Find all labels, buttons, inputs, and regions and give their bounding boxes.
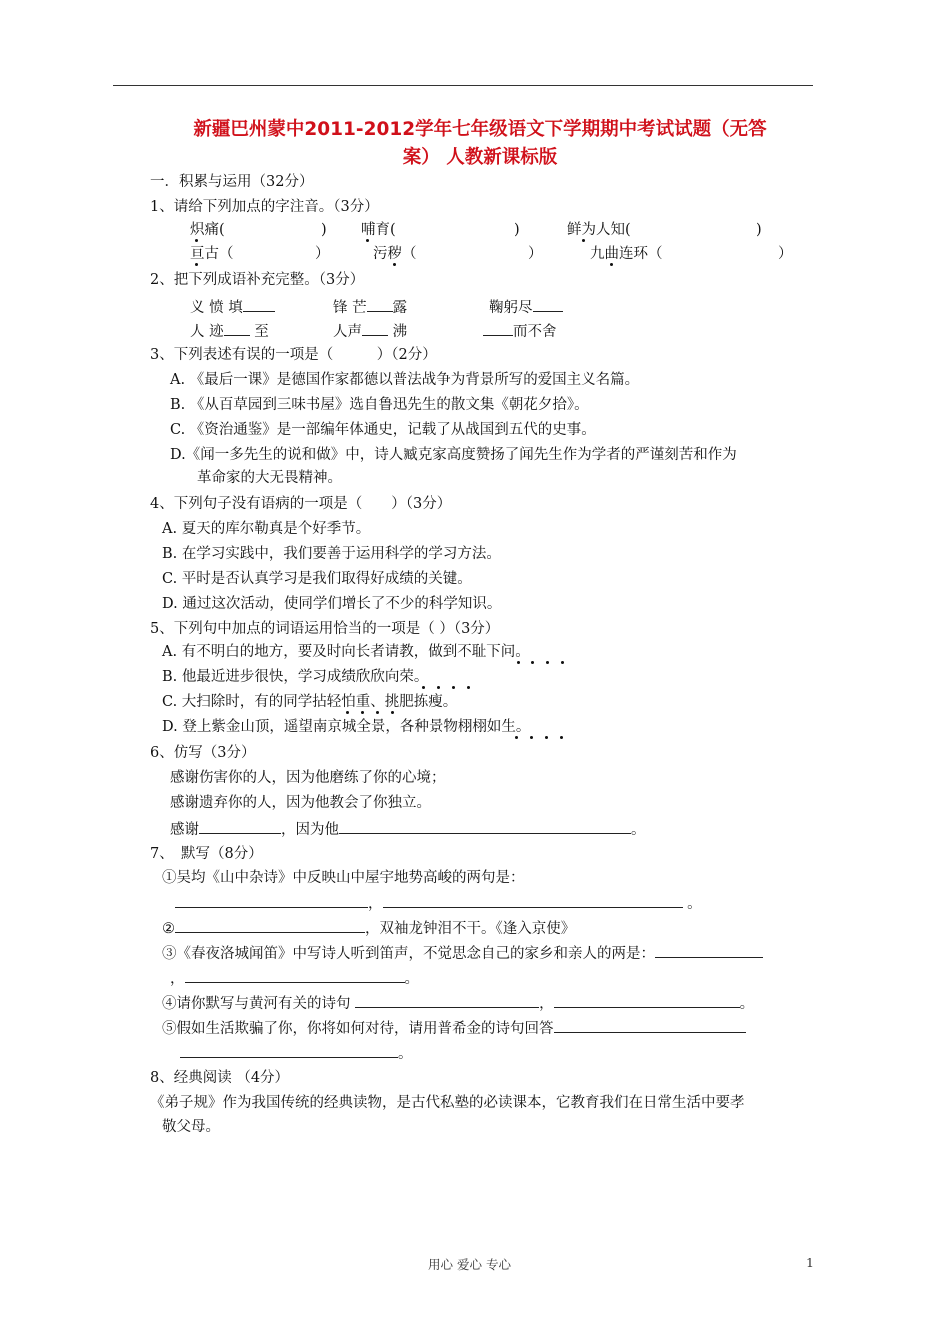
q5-option-d: D. 登上紫金山顶，遥望南京城全景，各种景物栩栩如生。 bbox=[162, 719, 531, 735]
emphasis-dot bbox=[393, 263, 396, 266]
question-5-stem: 5、下列句中加点的词语运用恰当的一项是（ ）（3分） bbox=[150, 621, 500, 637]
q4-option-c: C. 平时是否认真学习是我们取得好成绩的关键。 bbox=[162, 571, 472, 587]
question-3-stem: 3、下列表述有误的一项是（ ）（2分） bbox=[150, 347, 437, 363]
q7-item-1-answer[interactable]: ， 。 bbox=[175, 892, 702, 914]
emphasis-dot bbox=[376, 711, 379, 714]
q8-passage-line2: 敬父母。 bbox=[162, 1119, 220, 1135]
q1-item-3: 鲜为人知( bbox=[567, 222, 631, 238]
q1-item-1: 炽痛( bbox=[190, 222, 225, 238]
q2-item-5: 人声 沸 bbox=[333, 320, 407, 342]
q2-item-1: 义 愤 填 bbox=[190, 296, 275, 318]
q8-passage-line1: 《弟子规》作为我国传统的经典读物，是古代私塾的必读课本，它教育我们在日常生活中要孝 bbox=[150, 1095, 745, 1111]
q1-item-1-close: ) bbox=[321, 222, 327, 238]
emphasis-dot bbox=[366, 239, 369, 242]
q7-item-1: ①吴均《山中杂诗》中反映山中屋宇地势高峻的两句是： bbox=[162, 870, 525, 886]
emphasis-dot bbox=[361, 711, 364, 714]
q5-option-b: B. 他最近进步很快，学习成绩欣欣向荣。 bbox=[162, 669, 429, 685]
emphasis-dot bbox=[517, 661, 520, 664]
q3-option-d-cont: 革命家的大无畏精神。 bbox=[197, 470, 342, 486]
q3-option-b: B. 《从百草园到三味书屋》选自鲁迅先生的散文集《朝花夕拾》。 bbox=[170, 397, 589, 413]
question-1-stem: 1、请给下列加点的字注音。（3分） bbox=[150, 199, 379, 215]
question-6-stem: 6、仿写（3分） bbox=[150, 745, 256, 761]
emphasis-dot bbox=[452, 686, 455, 689]
q4-option-b: B. 在学习实践中，我们要善于运用科学的学习方法。 bbox=[162, 546, 501, 562]
q7-item-3-cont[interactable]: ， 。 bbox=[170, 967, 419, 989]
question-2-stem: 2、把下列成语补充完整。（3分） bbox=[150, 272, 365, 288]
q3-option-c: C. 《资治通鉴》是一部编年体通史，记载了从战国到五代的史事。 bbox=[170, 422, 596, 438]
q1-item-6-close: ） bbox=[778, 246, 793, 262]
q7-item-2[interactable]: ② ，双袖龙钟泪不干。《逢入京使》 bbox=[162, 917, 575, 939]
q4-option-d: D. 通过这次活动，使同学们增长了不少的科学知识。 bbox=[162, 596, 502, 612]
q6-answer-line[interactable]: 感谢 ，因为他 。 bbox=[170, 818, 646, 840]
q4-option-a: A. 夏天的库尔勒真是个好季节。 bbox=[162, 521, 371, 537]
q1-item-4-close: ） bbox=[315, 246, 330, 262]
emphasis-dot bbox=[560, 736, 563, 739]
q5-option-c: C. 大扫除时，有的同学拈轻怕重、挑肥拣瘦。 bbox=[162, 694, 458, 710]
q1-item-6: 九曲连环（ bbox=[590, 246, 663, 262]
q1-item-2-close: ) bbox=[514, 222, 520, 238]
q2-item-6: 而不舍 bbox=[483, 320, 557, 342]
emphasis-dot bbox=[561, 661, 564, 664]
section-heading: 一．积累与运用（32分） bbox=[150, 174, 314, 190]
emphasis-dot bbox=[467, 686, 470, 689]
q1-item-5: 污秽（ bbox=[373, 246, 417, 262]
emphasis-dot bbox=[531, 661, 534, 664]
q7-item-3[interactable]: ③《春夜洛城闻笛》中写诗人听到笛声，不觉思念自己的家乡和亲人的两是： bbox=[162, 942, 763, 964]
footer-motto: 用心 爱心 专心 bbox=[428, 1257, 511, 1272]
emphasis-dot bbox=[422, 686, 425, 689]
emphasis-dot bbox=[545, 736, 548, 739]
q6-example-1: 感谢伤害你的人，因为他磨练了你的心境； bbox=[170, 770, 446, 786]
document-title-line2: 案） 人教新课标版 bbox=[402, 147, 558, 168]
q3-option-d: D.《闻一多先生的说和做》中，诗人臧克家高度赞扬了闻先生作为学者的严谨刻苦和作为 bbox=[170, 447, 737, 463]
question-8-stem: 8、经典阅读 （4分） bbox=[150, 1070, 290, 1086]
q3-option-a: A. 《最后一课》是德国作家都德以普法战争为背景所写的爱国主义名篇。 bbox=[170, 372, 640, 388]
q2-item-4: 人 迹 至 bbox=[190, 320, 269, 342]
emphasis-dot bbox=[530, 736, 533, 739]
q1-item-3-close: ) bbox=[756, 222, 762, 238]
emphasis-dot bbox=[546, 661, 549, 664]
emphasis-dot bbox=[582, 239, 585, 242]
emphasis-dot bbox=[391, 711, 394, 714]
q5-option-a: A. 有不明白的地方，要及时向长者请教，做到不耻下问。 bbox=[162, 644, 530, 660]
header-rule bbox=[113, 85, 813, 86]
emphasis-dot bbox=[515, 736, 518, 739]
q7-item-4[interactable]: ④请你默写与黄河有关的诗句 ， 。 bbox=[162, 992, 754, 1014]
q2-item-3: 鞠躬尽 bbox=[489, 296, 563, 318]
question-7-stem: 7、 默写（8分） bbox=[150, 846, 263, 862]
question-4-stem: 4、下列句子没有语病的一项是（ ）（3分） bbox=[150, 496, 452, 512]
page-number: 1 bbox=[806, 1255, 814, 1270]
emphasis-dot bbox=[195, 263, 198, 266]
q7-item-5-cont[interactable]: 。 bbox=[180, 1042, 413, 1064]
q2-item-2: 锋 芒 露 bbox=[333, 296, 407, 318]
emphasis-dot bbox=[610, 263, 613, 266]
q1-item-4: 亘古（ bbox=[190, 246, 234, 262]
q1-item-2: 哺育( bbox=[361, 222, 396, 238]
emphasis-dot bbox=[437, 686, 440, 689]
emphasis-dot bbox=[195, 239, 198, 242]
q7-item-5[interactable]: ⑤假如生活欺骗了你，你将如何对待，请用普希金的诗句回答 bbox=[162, 1017, 746, 1039]
emphasis-dot bbox=[346, 711, 349, 714]
q6-example-2: 感谢遗弃你的人，因为他教会了你独立。 bbox=[170, 795, 431, 811]
q1-item-5-close: ） bbox=[528, 246, 543, 262]
document-title-line1: 新疆巴州蒙中2011-2012学年七年级语文下学期期中考试试题（无答 bbox=[193, 119, 767, 140]
